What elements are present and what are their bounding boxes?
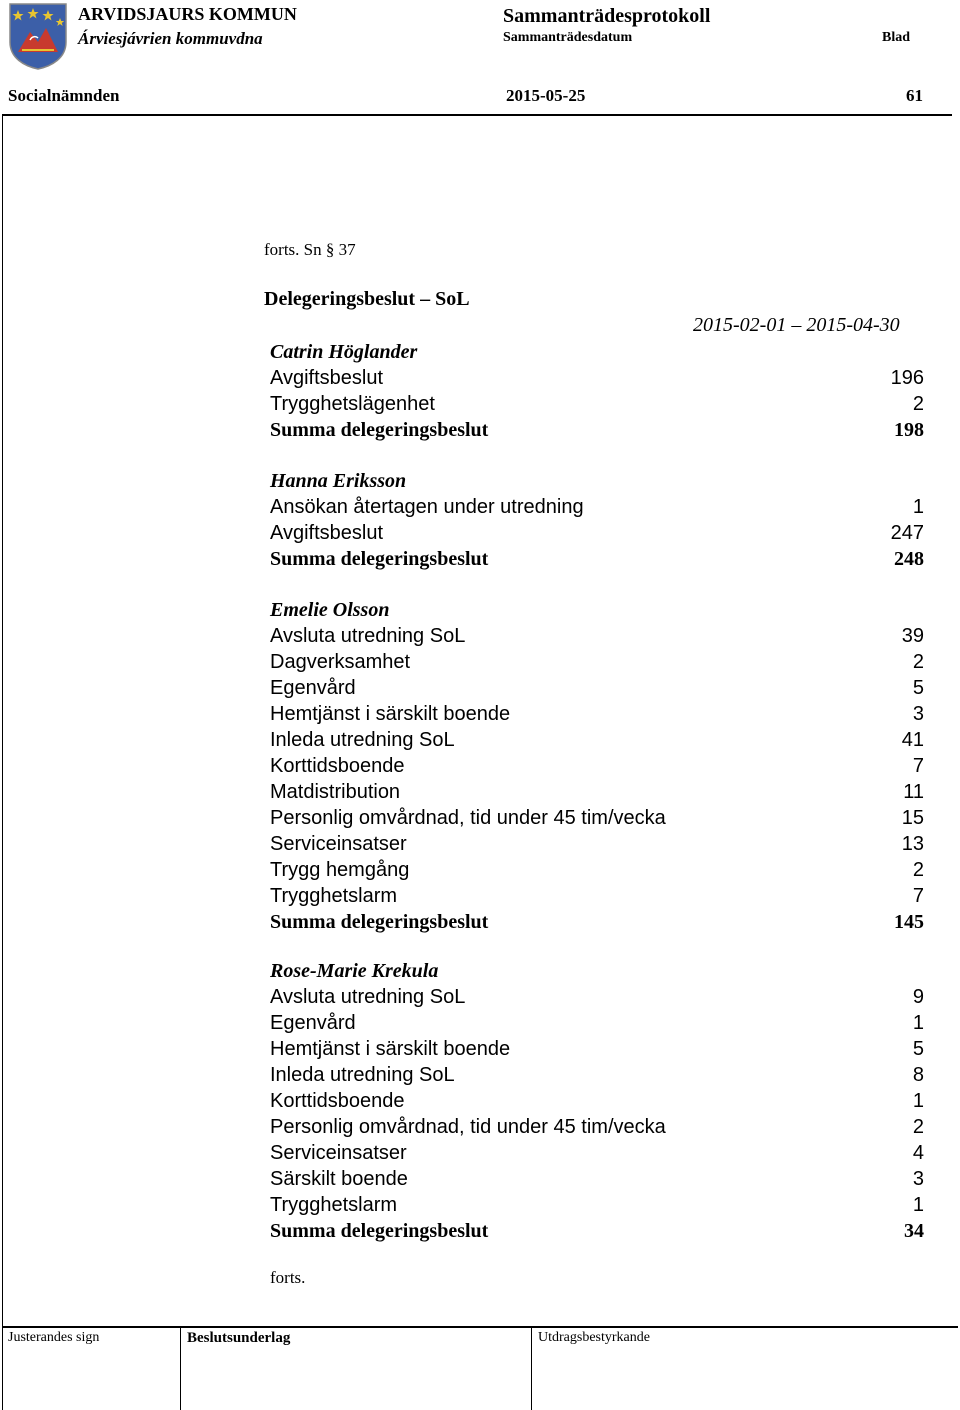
delegate-section	[270, 339, 924, 443]
decision-count: 41	[901, 729, 924, 751]
decision-row	[270, 753, 924, 779]
decision-row	[270, 1166, 924, 1192]
footer-rule	[2, 1326, 958, 1328]
decision-type: Serviceinsatser	[270, 1142, 407, 1164]
decision-count: 1	[912, 1090, 924, 1112]
decision-type: Inleda utredning SoL	[270, 729, 455, 751]
decision-count: 3	[912, 703, 924, 725]
decision-count: 2	[912, 1116, 924, 1138]
sum-value: 248	[894, 548, 924, 570]
footer-divider-2	[531, 1326, 532, 1410]
decision-count: 196	[890, 367, 924, 389]
decision-type: Särskilt boende	[270, 1168, 408, 1190]
decision-row	[270, 1140, 924, 1166]
decision-row	[270, 494, 924, 520]
decision-count: 7	[912, 755, 924, 777]
delegate-name: Hanna Eriksson	[270, 470, 407, 492]
decision-type: Trygg hemgång	[270, 859, 410, 881]
sum-label: Summa delegeringsbeslut	[270, 1220, 489, 1242]
decision-row	[270, 1010, 924, 1036]
page-label: Blad	[882, 30, 911, 45]
decision-type: Hemtjänst i särskilt boende	[270, 1038, 511, 1060]
decision-row	[270, 365, 924, 391]
delegate-section	[270, 468, 924, 572]
continuation-reference: forts. Sn § 37	[264, 240, 356, 259]
decision-row	[270, 857, 924, 883]
decision-type: Trygghetslarm	[270, 1194, 398, 1216]
decision-count: 9	[912, 986, 924, 1008]
document-title: Sammanträdesprotokoll	[503, 5, 711, 27]
decision-count: 11	[903, 781, 924, 803]
decision-row	[270, 1192, 924, 1218]
decision-row	[270, 649, 924, 675]
sum-value: 198	[894, 419, 924, 441]
sum-label: Summa delegeringsbeslut	[270, 419, 489, 441]
decision-type: Avsluta utredning SoL	[270, 986, 466, 1008]
reporting-period: 2015-02-01 – 2015-04-30	[693, 314, 900, 336]
decision-count: 2	[912, 859, 924, 881]
decision-count: 7	[912, 885, 924, 907]
decision-count: 247	[890, 522, 924, 544]
decision-basis-label: Beslutsunderlag	[187, 1330, 291, 1346]
frame-left-border	[2, 114, 3, 1410]
decision-type: Inleda utredning SoL	[270, 1064, 455, 1086]
decision-type: Trygghetslägenhet	[270, 393, 435, 415]
decision-count: 5	[912, 677, 924, 699]
decision-type: Matdistribution	[270, 781, 401, 803]
decision-type: Hemtjänst i särskilt boende	[270, 703, 511, 725]
decision-row	[270, 391, 924, 417]
header-rule	[2, 114, 952, 116]
sum-row	[270, 909, 924, 935]
decision-row	[270, 1036, 924, 1062]
decision-type: Ansökan återtagen under utredning	[270, 496, 584, 518]
meeting-date-label: Sammanträdesdatum	[503, 30, 633, 45]
decision-type: Trygghetslarm	[270, 885, 398, 907]
decision-type: Egenvård	[270, 1012, 356, 1034]
decision-count: 1	[912, 1012, 924, 1034]
delegate-name: Emelie Olsson	[270, 599, 390, 621]
decision-row	[270, 701, 924, 727]
decision-row	[270, 883, 924, 909]
footer-divider-1	[180, 1326, 181, 1410]
organization-sami-name: Árviesjávrien kommuvdna	[78, 29, 263, 48]
decision-count: 2	[912, 393, 924, 415]
decision-type: Korttidsboende	[270, 755, 405, 777]
decision-type: Serviceinsatser	[270, 833, 407, 855]
sum-row	[270, 546, 924, 572]
decision-row	[270, 1114, 924, 1140]
decision-type: Dagverksamhet	[270, 651, 411, 673]
organization-name: ARVIDSJAURS KOMMUN	[78, 4, 297, 24]
sum-row	[270, 417, 924, 443]
continuation-note: forts.	[270, 1268, 306, 1287]
decision-count: 1	[912, 1194, 924, 1216]
coat-of-arms-logo	[8, 2, 68, 70]
decision-count: 2	[912, 651, 924, 673]
decision-row	[270, 805, 924, 831]
decision-count: 13	[901, 833, 924, 855]
decision-count: 15	[901, 807, 924, 829]
section-heading: Delegeringsbeslut – SoL	[264, 288, 470, 310]
delegate-name: Rose-Marie Krekula	[270, 960, 439, 982]
decision-type: Personlig omvårdnad, tid under 45 tim/vecka	[270, 1116, 666, 1138]
decision-type: Egenvård	[270, 677, 356, 699]
decision-count: 4	[912, 1142, 924, 1164]
sum-value: 34	[904, 1220, 924, 1242]
meeting-date: 2015-05-25	[506, 86, 586, 105]
decision-row	[270, 520, 924, 546]
decision-type: Korttidsboende	[270, 1090, 405, 1112]
decision-row	[270, 1062, 924, 1088]
decision-row	[270, 984, 924, 1010]
decision-count: 5	[912, 1038, 924, 1060]
decision-count: 8	[912, 1064, 924, 1086]
decision-row	[270, 727, 924, 753]
committee-name: Socialnämnden	[8, 86, 120, 105]
decision-type: Avgiftsbeslut	[270, 522, 384, 544]
decision-count: 1	[912, 496, 924, 518]
adjuster-signature-label: Justerandes sign	[8, 1330, 100, 1345]
decision-row	[270, 831, 924, 857]
delegate-section	[270, 958, 924, 1244]
extract-certification-label: Utdragsbestyrkande	[538, 1330, 650, 1345]
delegate-name: Catrin Höglander	[270, 341, 418, 363]
decision-type: Personlig omvårdnad, tid under 45 tim/vecka	[270, 807, 666, 829]
sum-label: Summa delegeringsbeslut	[270, 548, 489, 570]
decision-count: 3	[912, 1168, 924, 1190]
decision-type: Avsluta utredning SoL	[270, 625, 466, 647]
decision-row	[270, 623, 924, 649]
decision-row	[270, 675, 924, 701]
decision-count: 39	[901, 625, 924, 647]
delegate-section	[270, 597, 924, 935]
decision-type: Avgiftsbeslut	[270, 367, 384, 389]
sum-value: 145	[894, 911, 924, 933]
sum-label: Summa delegeringsbeslut	[270, 911, 489, 933]
decision-row	[270, 1088, 924, 1114]
page-number: 61	[906, 86, 923, 105]
sum-row	[270, 1218, 924, 1244]
decision-row	[270, 779, 924, 805]
